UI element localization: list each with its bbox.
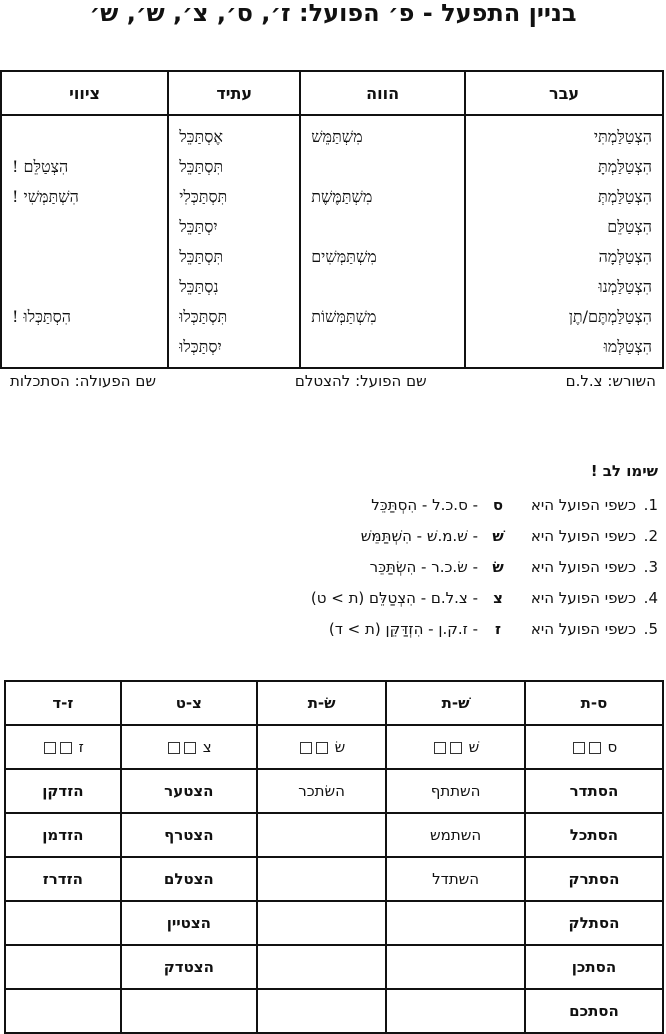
- roots-header-cell: ז-ד: [5, 681, 121, 725]
- conjugation-cell: הִסְתַּכְּלוּ !: [12, 307, 71, 326]
- root-word-cell: הצטרף: [121, 813, 257, 857]
- blank-box: [300, 742, 312, 754]
- note-example: - ס.כ.ל - הִסְתַּכֵּל: [371, 496, 478, 514]
- note-number: 5.: [643, 620, 658, 638]
- root-word-cell: הצטיין: [121, 901, 257, 945]
- root-word-cell: [5, 945, 121, 989]
- conjugation-cell: יִסְתַּכֵּל: [179, 217, 218, 236]
- root-word-cell: [386, 989, 525, 1033]
- notes-heading: שימו לב !: [590, 462, 658, 480]
- root-word-cell: הזדמן: [5, 813, 121, 857]
- root-word-cell: [386, 901, 525, 945]
- note-number: 2.: [643, 527, 658, 545]
- root-word-cell: הסתרק: [525, 857, 663, 901]
- root-word-cell: [121, 989, 257, 1033]
- past-column: [465, 115, 663, 368]
- pattern-letter: שׁ: [463, 738, 480, 756]
- root-word-cell: הסתכל: [525, 813, 663, 857]
- conjugation-cell: הִצְטַלַּמְנוּ: [598, 277, 652, 296]
- root-word-cell: הזדרז: [5, 857, 121, 901]
- pattern-letter: ס: [602, 738, 618, 756]
- roots-header-cell: שׁ-ת: [386, 681, 525, 725]
- root-info-line: [10, 372, 656, 390]
- conjugation-cell: תִּסְתַּכֵּל: [179, 247, 224, 266]
- note-item: [311, 490, 658, 521]
- conjugation-cell: תִּסְתַּכְּלִי: [179, 187, 228, 206]
- root-word-cell: הצטער: [121, 769, 257, 813]
- root-word-cell: [257, 813, 386, 857]
- table-row: [5, 769, 663, 813]
- note-text: כשפי הפועל היא: [530, 558, 636, 576]
- conjugation-cell: הִצְטַלְּמוּ: [603, 337, 652, 356]
- conjugation-cell: [2, 212, 167, 242]
- note-item: [311, 521, 658, 552]
- imperative-list: [2, 122, 167, 367]
- blank-box: [44, 742, 56, 754]
- conjugation-cell: יִסְתַּכְּלוּ: [179, 337, 222, 356]
- roots-pattern-row: [5, 725, 663, 769]
- header-future: עתיד: [168, 71, 300, 115]
- root-word-cell: [257, 945, 386, 989]
- conjugation-cell: הִשְׁתַּמְּשִׁי !: [12, 187, 79, 206]
- header-past: עבר: [465, 71, 663, 115]
- root-word-cell: הצטדק: [121, 945, 257, 989]
- note-text: כשפי הפועל היא: [530, 620, 636, 638]
- conjugation-cell: נִסְתַּכֵּל: [179, 277, 219, 296]
- roots-header-row: [5, 681, 663, 725]
- root-word-cell: [257, 989, 386, 1033]
- future-column: [168, 115, 300, 368]
- action-noun-label: שם הפעולה: הסתכלות: [10, 372, 156, 390]
- conjugation-cell: [301, 212, 464, 242]
- root-word-cell: הצטלם: [121, 857, 257, 901]
- blank-box: [434, 742, 446, 754]
- conjugation-cell: [301, 332, 464, 362]
- pattern-cell: [121, 725, 257, 769]
- infinitive-label: שם הפועל: להצטלם: [294, 372, 427, 390]
- conjugation-cell: תִּסְתַּכְּלוּ: [179, 307, 228, 326]
- root-word-cell: [257, 857, 386, 901]
- note-letter: ס: [492, 496, 504, 514]
- pattern-letter: ז: [73, 738, 84, 756]
- note-item: [311, 614, 658, 645]
- roots-header-cell: ס-ת: [525, 681, 663, 725]
- note-letter: ז: [494, 620, 501, 638]
- pattern-cell: [5, 725, 121, 769]
- roots-header-cell: צ-ט: [121, 681, 257, 725]
- note-text: כשפי הפועל היא: [530, 496, 636, 514]
- conjugation-table: [0, 70, 664, 369]
- root-word-cell: [5, 989, 121, 1033]
- conjugation-cell: מִשְׁתַּמְּשִׁים: [311, 247, 377, 266]
- root-word-cell: הסתלק: [525, 901, 663, 945]
- note-number: 3.: [643, 558, 658, 576]
- pattern-cell: [386, 725, 525, 769]
- note-number: 4.: [643, 589, 658, 607]
- conjugation-cell: מִשְׁתַּמְּשׁוֹת: [311, 307, 377, 326]
- root-word-cell: [257, 901, 386, 945]
- root-word-cell: הסתכם: [525, 989, 663, 1033]
- root-word-cell: [386, 945, 525, 989]
- blank-box: [168, 742, 180, 754]
- root-word-cell: [5, 901, 121, 945]
- note-item: [311, 552, 658, 583]
- note-item: [311, 583, 658, 614]
- conjugation-cell: תִּסְתַּכֵּל: [179, 157, 224, 176]
- notes-list: [311, 490, 658, 645]
- blank-box: [60, 742, 72, 754]
- pattern-cell: [525, 725, 663, 769]
- table-row: [5, 813, 663, 857]
- note-letter: צ: [493, 589, 503, 607]
- past-list: [466, 122, 662, 367]
- root-word-cell: השתדל: [386, 857, 525, 901]
- conjugation-cell: [2, 242, 167, 272]
- conjugation-cell: אֶסְתַּכֵּל: [179, 127, 223, 146]
- note-letter: שׁ: [492, 527, 504, 545]
- header-imperative: ציווי: [1, 71, 168, 115]
- blank-box: [184, 742, 196, 754]
- conjugation-cell: הִצְטַלַּמְתִּי: [593, 127, 652, 146]
- blank-box: [450, 742, 462, 754]
- conjugation-cell: הִצְטַלַּמְתֶּם/תֶן: [568, 307, 652, 326]
- conjugation-cell: [2, 122, 167, 152]
- conjugation-body-row: [1, 115, 663, 368]
- blank-box: [573, 742, 585, 754]
- root-label: השורש: צ.ל.ם: [565, 372, 656, 390]
- note-example: - צ.ל.ם - הִצְטַלֵּם (ת > ט): [310, 589, 478, 607]
- root-word-cell: השתמש: [386, 813, 525, 857]
- imperative-column: [1, 115, 168, 368]
- note-letter: שׂ: [492, 558, 504, 576]
- future-list: [169, 122, 299, 367]
- pattern-cell: [257, 725, 386, 769]
- root-word-cell: השתתף: [386, 769, 525, 813]
- conjugation-cell: הִצְטַלַּמְתְּ: [598, 187, 652, 206]
- conjugation-cell: הִצְטַלֵּם !: [12, 157, 69, 176]
- note-example: - שׁ.מ.שׁ - הִשְׁתַּמֵּשׁ: [360, 527, 478, 545]
- conjugation-cell: מִשְׁתַּמֵּשׁ: [311, 127, 363, 146]
- conjugation-header-row: [1, 71, 663, 115]
- root-word-cell: הזדקן: [5, 769, 121, 813]
- root-word-cell: הסתכן: [525, 945, 663, 989]
- note-example: - שׂ.כ.ר - הִשְׂתַּכֵּר: [369, 558, 478, 576]
- note-text: כשפי הפועל היא: [530, 527, 636, 545]
- root-word-cell: הסתדר: [525, 769, 663, 813]
- blank-box: [316, 742, 328, 754]
- note-example: - ז.ק.ן - הִזְדַּקֵּן (ת > ד): [328, 620, 478, 638]
- root-word-cell: השׂתכר: [257, 769, 386, 813]
- table-row: [5, 945, 663, 989]
- pattern-letter: שׂ: [329, 738, 346, 756]
- pattern-letter: צ: [197, 738, 212, 756]
- table-row: [5, 989, 663, 1033]
- roots-header-cell: שׂ-ת: [257, 681, 386, 725]
- present-column: [300, 115, 465, 368]
- conjugation-cell: [2, 332, 167, 362]
- conjugation-cell: הִצְטַלֵּם: [607, 217, 652, 236]
- present-list: [301, 122, 464, 367]
- blank-box: [589, 742, 601, 754]
- note-number: 1.: [643, 496, 658, 514]
- conjugation-cell: [301, 152, 464, 182]
- header-present: הווה: [300, 71, 465, 115]
- conjugation-cell: [301, 272, 464, 302]
- page-title: בניין התפעל - פ׳ הפועל: ז׳, ס׳, צ׳, ש׳, ש׳: [89, 0, 577, 27]
- note-text: כשפי הפועל היא: [530, 589, 636, 607]
- conjugation-cell: [2, 272, 167, 302]
- table-row: [5, 857, 663, 901]
- conjugation-cell: הִצְטַלַּמְתָּ: [598, 157, 652, 176]
- conjugation-cell: הִצְטַלְּמָה: [598, 247, 652, 266]
- roots-table: [4, 680, 664, 1034]
- conjugation-cell: מִשְׁתַּמֶּשֶׁת: [311, 187, 373, 206]
- table-row: [5, 901, 663, 945]
